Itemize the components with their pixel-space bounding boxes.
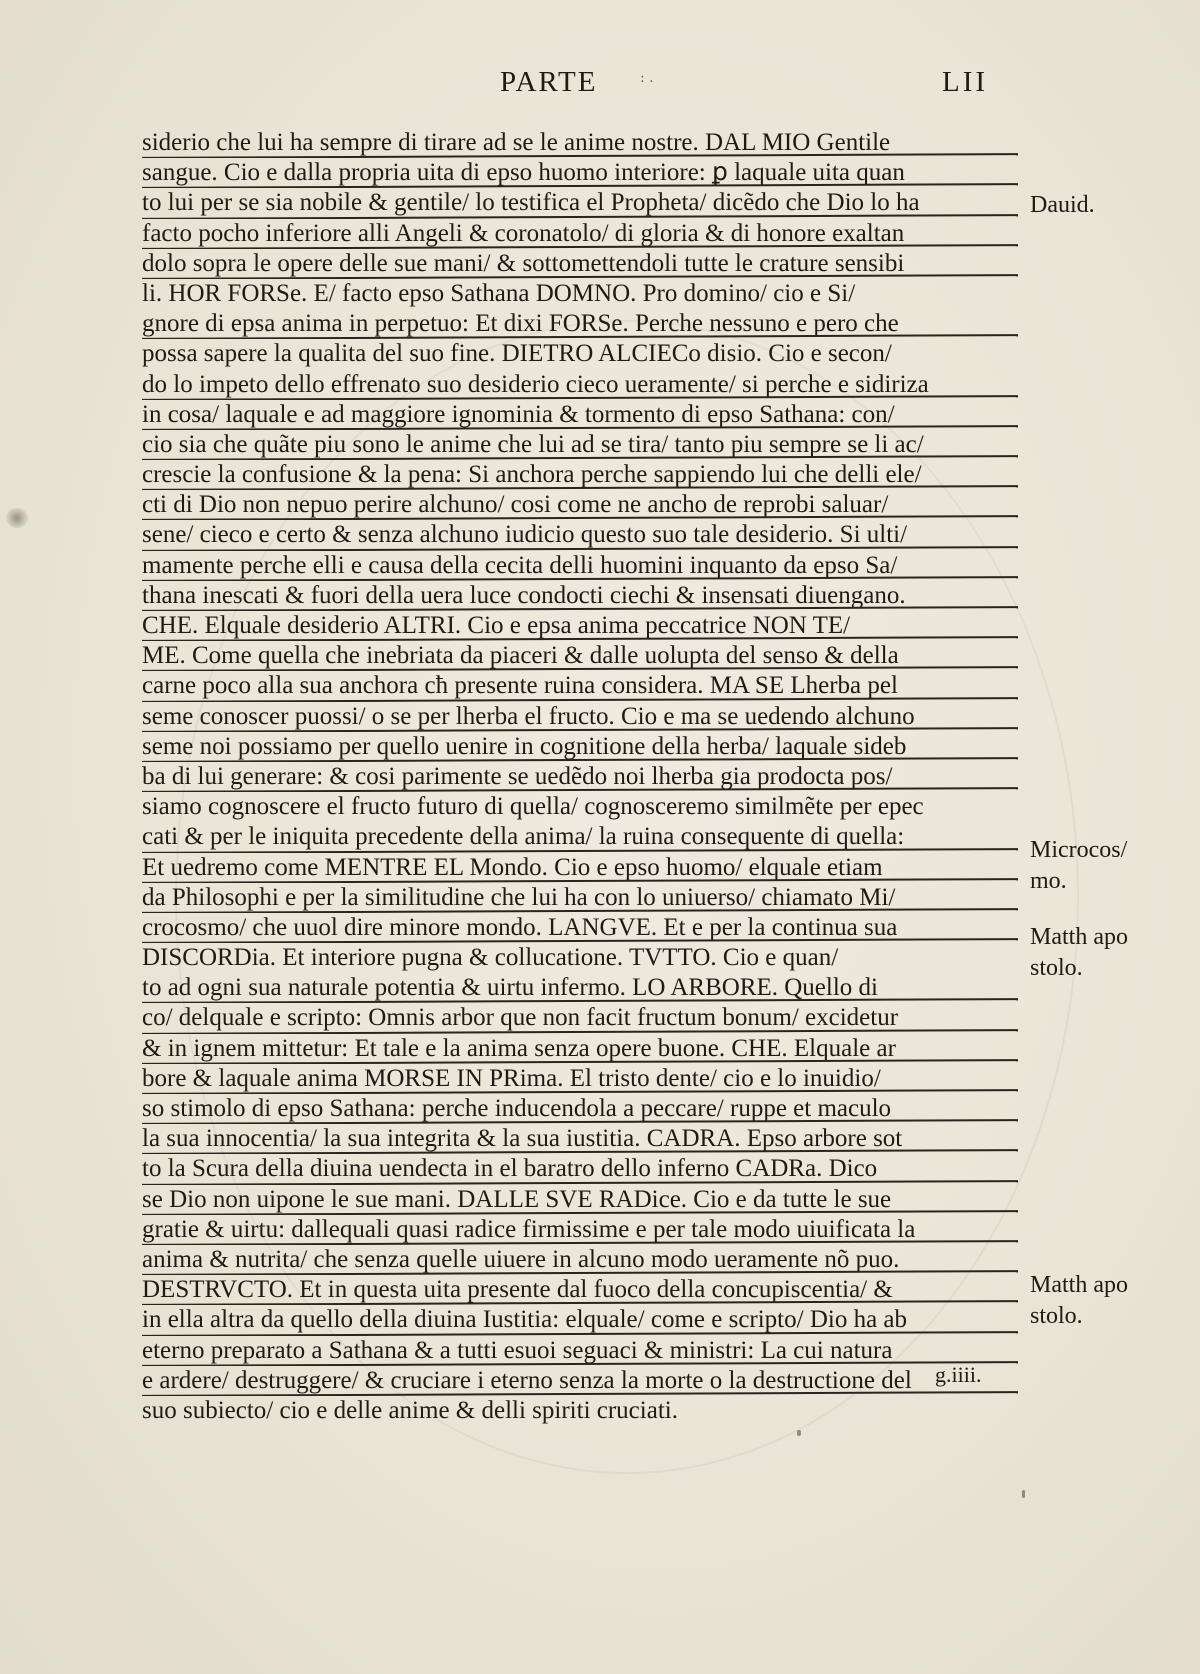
- text-line: siderio che lui ha sempre di tirare ad se le anime nostre. DAL MIO Gentile: [142, 128, 1022, 158]
- text-line: la sua innocentia/ la sua integrita & la sua iustitia. CADRA. Epso arbore sot: [142, 1124, 1022, 1154]
- signature-mark: g.iiii.: [935, 1362, 982, 1387]
- text-line: sene/ cieco e certo & senza alchuno iudicio questo suo tale desiderio. Si ulti/: [142, 520, 1022, 550]
- paper-speck: [797, 1430, 801, 1436]
- margin-note-text: Matth apo: [1030, 1272, 1128, 1298]
- text-line: facto pocho inferiore alli Angeli & coronatolo/ di gloria & di honore exaltan: [142, 219, 1022, 249]
- text-line: to ad ogni sua naturale potentia & uirtu infermo. LO ARBORE. Quello di: [142, 973, 1022, 1003]
- text-line: ba di lui generare: & cosi parimente se uedẽdo noi lherba gia prodocta pos/: [142, 762, 1022, 792]
- text-line: ME. Come quella che inebriata da piaceri & dalle uolupta del senso & della: [142, 641, 1022, 671]
- text-line: li. HOR FORSe. E/ facto epso Sathana DOMNO. Pro domino/ cio e Si/: [142, 279, 856, 307]
- margin-note-text: mo.: [1030, 868, 1067, 894]
- text-line: DISCORDia. Et interiore pugna & collucatione. TVTTO. Cio e quan/: [142, 944, 839, 972]
- text-line: to la Scura della diuina uendecta in el baratro dello inferno CADRa. Dico: [142, 1154, 1022, 1184]
- margin-note-text: Matth apo: [1030, 924, 1128, 950]
- text-line: CHE. Elquale desiderio ALTRI. Cio e epsa anima peccatrice NON TE/: [142, 611, 1022, 641]
- margin-note-matthew: [1030, 1270, 1128, 1332]
- text-line: co/ delquale e scripto: Omnis arbor que non facit fructum bonum/ excidetur: [142, 1003, 1022, 1033]
- text-line: carne poco alla sua anchora cħ presente ruina considera. MA SE Lherba pel: [142, 671, 1022, 701]
- text-line: to lui per se sia nobile & gentile/ lo testifica el Propheta/ dicẽdo che Dio lo ha: [142, 188, 1022, 218]
- header-ornament: : .: [640, 70, 654, 86]
- text-line: so stimolo di epso Sathana: perche inducendola a peccare/ ruppe et maculo: [142, 1094, 1022, 1124]
- margin-note-david: [1030, 190, 1095, 221]
- margin-note-matthew: [1030, 922, 1128, 984]
- text-line: possa sapere la qualita del suo fine. DIETRO ALCIECo disio. Cio e secon/: [142, 340, 892, 368]
- text-line: do lo impeto dello effrenato suo desiderio cieco ueramente/ si perche e sidiriza: [142, 370, 1022, 400]
- running-header: [0, 66, 1200, 106]
- text-line: da Philosophi e per la similitudine che lui ha con lo uniuerso/ chiamato Mi/: [142, 883, 1022, 913]
- text-line: seme noi possiamo per quello uenire in cognitione della herba/ laquale sideb: [142, 732, 1022, 762]
- text-line: crescie la confusione & la pena: Si anchora perche sappiendo lui che delli ele/: [142, 460, 1022, 490]
- text-line: DESTRVCTO. Et in questa uita presente dal fuoco della concupiscentia/ &: [142, 1275, 1022, 1305]
- text-line: se Dio non uipone le sue mani. DALLE SVE RADice. Cio e da tutte le sue: [142, 1185, 1022, 1215]
- text-line: thana inescati & fuori della uera luce condocti ciechi & insensati diuengano.: [142, 581, 1022, 611]
- text-line: sangue. Cio e dalla propria uita di epso huomo interiore: ꝑ laquale uita quan: [142, 158, 1022, 188]
- text-line: seme conoscer puossi/ o se per lherba el fructo. Cio e ma se uedendo alchuno: [142, 702, 1022, 732]
- running-title: PARTE: [500, 66, 598, 98]
- text-line: in cosa/ laquale e ad maggiore ignominia & tormento di epso Sathana: con/: [142, 400, 1022, 430]
- text-line: e ardere/ destruggere/ & cruciare i eterno senza la morte o la destructione del: [142, 1366, 1022, 1396]
- text-line: cti di Dio non nepuo perire alchuno/ cosi come ne ancho de reprobi saluar/: [142, 490, 1022, 520]
- text-line: anima & nutrita/ che senza quelle uiuere in alcuno modo ueramente nõ puo.: [142, 1245, 1022, 1275]
- ink-smudge: [6, 508, 28, 528]
- text-line: eterno preparato a Sathana & a tutti esuoi seguaci & ministri: La cui natura: [142, 1336, 1022, 1366]
- text-line: Et uedremo come MENTRE EL Mondo. Cio e epso huomo/ elquale etiam: [142, 853, 1022, 883]
- text-line: cati & per le iniquita precedente della anima/ la ruina consequente di quella:: [142, 822, 1022, 852]
- text-line: mamente perche elli e causa della cecita delli huomini inquanto da epso Sa/: [142, 551, 1022, 581]
- paper-speck: [1022, 1490, 1025, 1498]
- text-line: cio sia che quãte piu sono le anime che lui ad se tira/ tanto piu sempre se li ac/: [142, 430, 1022, 460]
- text-line: gnore di epsa anima in perpetuo: Et dixi FORSe. Perche nessuno e pero che: [142, 309, 1022, 339]
- text-line: siamo cognoscere el fructo futuro di quella/ cognosceremo similmẽte per epec: [142, 793, 924, 821]
- folio-number: LII: [942, 66, 989, 98]
- text-line: & in ignem mittetur: Et tale e la anima senza opere buone. CHE. Elquale ar: [142, 1034, 1022, 1064]
- margin-note-microcosmo: [1030, 835, 1127, 897]
- margin-note-text: Dauid.: [1030, 192, 1095, 218]
- text-line: suo subiecto/ cio e delle anime & delli spiriti cruciati.: [142, 1396, 678, 1424]
- margin-note-text: stolo.: [1030, 955, 1083, 981]
- text-line: crocosmo/ che uuol dire minore mondo. LANGVE. Et e per la continua sua: [142, 913, 1022, 943]
- text-line: in ella altra da quello della diuina Iustitia: elquale/ come e scripto/ Dio ha ab: [142, 1305, 1022, 1335]
- margin-note-text: Microcos/: [1030, 837, 1128, 863]
- text-line: gratie & uirtu: dallequali quasi radice firmissime e per tale modo uiuificata la: [142, 1215, 1022, 1245]
- body-text: [142, 128, 1022, 1426]
- text-line: bore & laquale anima MORSE IN PRima. El tristo dente/ cio e lo inuidio/: [142, 1064, 1022, 1094]
- text-line: dolo sopra le opere delle sue mani/ & sottomettendoli tutte le crature sensibi: [142, 249, 1022, 279]
- margin-note-text: stolo.: [1030, 1303, 1083, 1329]
